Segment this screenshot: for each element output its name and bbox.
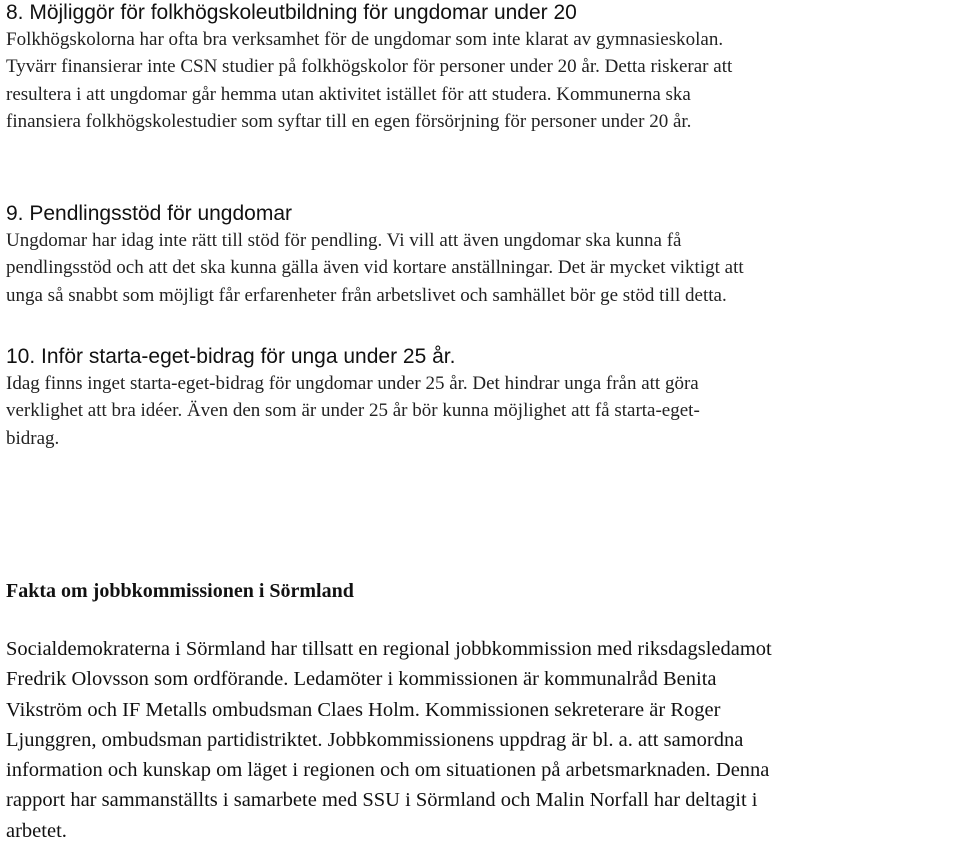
fakta-paragraph: [6, 634, 772, 846]
paragraph-line: Tyvärr finansierar inte CSN studier på folkhögskolor för personer under 20 år. Detta riskerar att: [6, 56, 733, 78]
section-8: [6, 0, 732, 135]
section-heading: 8. Möjliggör för folkhögskoleutbildning för ungdomar under 20: [6, 1, 577, 24]
spacer: [6, 604, 772, 634]
section-9: [6, 201, 744, 309]
paragraph-line: information och kunskap om läget i regionen och om situationen på arbetsmarknaden. Denna: [6, 759, 770, 782]
paragraph-line: Socialdemokraterna i Sörmland har tillsatt en regional jobbkommission med riksdagsledamot: [6, 638, 772, 660]
paragraph-line: unga så snabbt som möjligt får erfarenheter från arbetslivet och samhället bör ge stöd till detta.: [6, 284, 727, 306]
section-paragraph: [6, 227, 744, 309]
paragraph-line: pendlingsstöd och att det ska kunna gälla även vid kortare anställningar. Det är mycket viktigt att: [6, 257, 744, 279]
fakta-section: [6, 578, 772, 846]
paragraph-line: arbetet.: [6, 819, 67, 842]
section-heading: 9. Pendlingsstöd för ungdomar: [6, 202, 293, 225]
paragraph-line: finansiera folkhögskolestudier som syftar till en egen försörjning för personer under 20 år.: [6, 110, 692, 132]
paragraph-line: bidrag.: [6, 427, 60, 449]
paragraph-line: verklighet att bra idéer. Även den som är under 25 år bör kunna möjlighet att få starta-eget-: [6, 400, 700, 422]
paragraph-line: Ungdomar har idag inte rätt till stöd för pendling. Vi vill att även ungdomar ska kunna få: [6, 230, 682, 251]
fakta-title: Fakta om jobbkommissionen i Sörmland: [6, 580, 354, 602]
section-10: [6, 344, 700, 452]
paragraph-line: resultera i att ungdomar går hemma utan aktivitet istället för att studera. Kommunerna ska: [6, 83, 691, 105]
section-paragraph: [6, 370, 700, 452]
section-heading: 10. Inför starta-eget-bidrag för unga under 25 år.: [6, 345, 456, 368]
section-paragraph: [6, 26, 732, 135]
paragraph-line: rapport har sammanställts i samarbete med SSU i Sörmland och Malin Norfall har deltagit i: [6, 789, 758, 812]
paragraph-line: Folkhögskolorna har ofta bra verksamhet för de ungdomar som inte klarat av gymnasieskolan.: [6, 29, 724, 50]
paragraph-line: Fredrik Olovsson som ordförande. Ledamöter i kommissionen är kommunalråd Benita: [6, 668, 717, 691]
paragraph-line: Vikström och IF Metalls ombudsman Claes Holm. Kommissionen sekreterare är Roger: [6, 698, 721, 721]
paragraph-line: Ljunggren, ombudsman partidistriktet. Jobbkommissionens uppdrag är bl. a. att samordna: [6, 728, 744, 751]
paragraph-line: Idag finns inget starta-eget-bidrag för ungdomar under 25 år. Det hindrar unga från att göra: [6, 373, 699, 394]
